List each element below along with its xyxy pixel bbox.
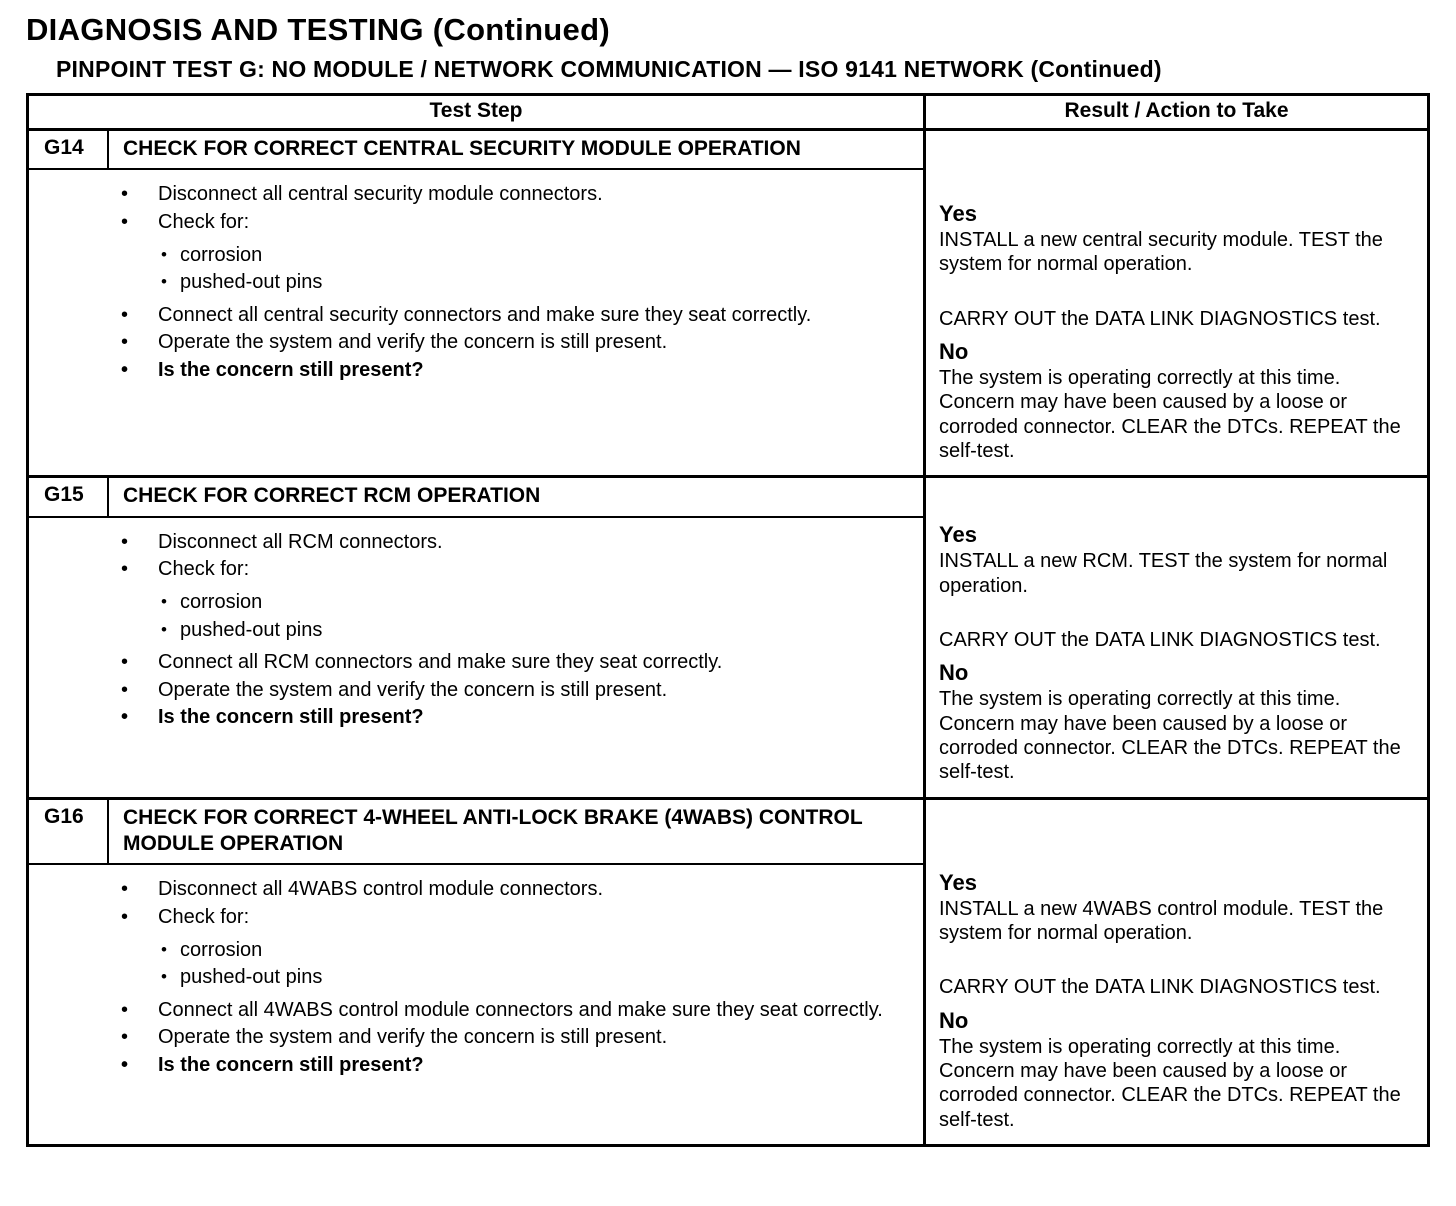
test-sub-step-item: [29, 243, 923, 267]
result-no-text: The system is operating correctly at this time. Concern may have been caused by a loose or corroded connector. CLEAR the DTCs. REPEAT the self-test.: [939, 688, 1401, 784]
result-carry-out-text: CARRY OUT the DATA LINK DIAGNOSTICS test.: [939, 307, 1381, 330]
page-title: DIAGNOSIS AND TESTING (Continued): [26, 12, 610, 47]
bullet-icon: •: [121, 678, 129, 701]
test-title-row: [29, 131, 923, 170]
test-step-text: Is the concern still present?: [158, 1053, 424, 1076]
result-no-text: The system is operating correctly at this time. Concern may have been caused by a loose or corroded connector. CLEAR the DTCs. REPEAT the self-test.: [939, 366, 1401, 462]
test-step-text: Connect all RCM connectors and make sure they seat correctly.: [158, 651, 723, 674]
test-section-g16: [29, 797, 1427, 1144]
test-step-item: [29, 182, 923, 206]
test-step-question: [29, 358, 923, 382]
test-step-item: [29, 650, 923, 674]
test-step-cell: [29, 131, 923, 475]
bullet-icon: •: [121, 530, 129, 553]
test-sub-step-item: [29, 590, 923, 614]
test-id: G14: [29, 131, 109, 168]
result-yes-label: Yes: [939, 201, 977, 226]
result-no-label: No: [939, 339, 969, 364]
result-yes-label: Yes: [939, 522, 977, 548]
result-carry-out-text: CARRY OUT the DATA LINK DIAGNOSTICS test.: [939, 629, 1381, 651]
result-cell: [923, 478, 1427, 796]
test-id: G15: [29, 478, 109, 515]
test-step-text: Check for:: [158, 558, 250, 581]
test-title: CHECK FOR CORRECT RCM OPERATION: [123, 484, 541, 508]
bullet-icon: •: [121, 331, 129, 354]
result-cell: [923, 800, 1427, 1144]
bullet-icon: •: [121, 1026, 129, 1049]
test-step-text: corrosion: [180, 591, 263, 614]
test-step-question: [29, 1053, 923, 1077]
test-step-text: Disconnect all 4WABS control module connectors.: [158, 878, 604, 901]
test-title-row: [29, 478, 923, 517]
result-cell: [923, 131, 1427, 475]
bullet-icon: •: [121, 358, 129, 381]
test-step-item: [29, 530, 923, 554]
test-step-cell: [29, 800, 923, 1144]
section-subtitle: PINPOINT TEST G: NO MODULE / NETWORK COMMUNICATION — ISO 9141 NETWORK (Continued): [56, 56, 1162, 82]
test-step-item: [29, 210, 923, 234]
test-step-text: pushed-out pins: [180, 966, 323, 989]
bullet-icon: •: [161, 592, 167, 612]
test-sub-step-item: [29, 270, 923, 294]
bullet-icon: •: [161, 967, 167, 987]
test-step-item: [29, 330, 923, 354]
test-step-text: Disconnect all central security module connectors.: [158, 183, 603, 206]
result-no-label: No: [939, 660, 969, 686]
test-step-question: [29, 705, 923, 729]
bullet-icon: •: [121, 558, 129, 581]
test-title: CHECK FOR CORRECT 4-WHEEL ANTI-LOCK BRAKE (4WABS) CONTROL MODULE OPERATION: [123, 805, 863, 856]
result-no-label: No: [939, 1007, 969, 1033]
result-yes-text: INSTALL a new central security module. TEST the system for normal operation.: [939, 228, 1383, 276]
table-header-row: [29, 96, 1427, 128]
result-yes-label: Yes: [939, 869, 977, 895]
test-title: CHECK FOR CORRECT CENTRAL SECURITY MODULE OPERATION: [123, 137, 801, 160]
test-step-text: corrosion: [180, 939, 263, 962]
column-header-test-step: Test Step: [429, 99, 523, 122]
test-step-item: [29, 877, 923, 901]
test-step-item: [29, 678, 923, 702]
result-yes-text: INSTALL a new RCM. TEST the system for normal operation.: [939, 550, 1388, 597]
test-section-g14: [29, 128, 1427, 475]
result-no-text: The system is operating correctly at this time. Concern may have been caused by a loose or corroded connector. CLEAR the DTCs. REPEAT the self-test.: [939, 1035, 1401, 1131]
test-step-text: Check for:: [158, 210, 250, 233]
test-title-row: [29, 800, 923, 866]
test-sub-step-item: [29, 938, 923, 962]
bullet-icon: •: [161, 619, 167, 639]
result-yes-text: INSTALL a new 4WABS control module. TEST the system for normal operation.: [939, 897, 1384, 944]
test-step-text: Connect all central security connectors and make sure they seat correctly.: [158, 303, 812, 326]
bullet-icon: •: [121, 998, 129, 1021]
test-step-text: Is the concern still present?: [158, 358, 424, 381]
bullet-icon: •: [121, 303, 129, 326]
bullet-icon: •: [161, 272, 167, 292]
test-step-item: [29, 1025, 923, 1049]
bullet-icon: •: [161, 245, 167, 265]
column-header-result: Result / Action to Take: [923, 96, 1427, 128]
test-step-text: Is the concern still present?: [158, 705, 424, 728]
test-step-text: Operate the system and verify the concern is still present.: [158, 1026, 668, 1049]
test-step-item: [29, 303, 923, 327]
test-section-g15: [29, 475, 1427, 796]
test-id: G16: [29, 800, 109, 864]
test-steps-list: [29, 182, 923, 382]
bullet-icon: •: [121, 1053, 129, 1076]
test-step-text: Disconnect all RCM connectors.: [158, 530, 443, 553]
test-step-text: Connect all 4WABS control module connectors and make sure they seat correctly.: [158, 998, 883, 1021]
bullet-icon: •: [121, 905, 129, 928]
test-step-item: [29, 998, 923, 1022]
bullet-icon: •: [121, 878, 129, 901]
bullet-icon: •: [121, 210, 129, 233]
bullet-icon: •: [121, 651, 129, 674]
test-step-item: [29, 905, 923, 929]
test-sub-step-item: [29, 965, 923, 989]
test-step-text: Operate the system and verify the concern is still present.: [158, 678, 668, 701]
result-carry-out-text: CARRY OUT the DATA LINK DIAGNOSTICS test.: [939, 976, 1381, 999]
test-sub-step-item: [29, 618, 923, 642]
bullet-icon: •: [161, 940, 167, 960]
test-step-text: Check for:: [158, 905, 250, 928]
test-step-text: corrosion: [180, 244, 263, 267]
test-step-text: Operate the system and verify the concern is still present.: [158, 331, 668, 354]
test-steps-list: [29, 877, 923, 1077]
test-steps-list: [29, 530, 923, 730]
test-step-text: pushed-out pins: [180, 271, 323, 294]
test-step-text: pushed-out pins: [180, 618, 323, 641]
test-step-cell: [29, 478, 923, 796]
bullet-icon: •: [121, 183, 129, 206]
test-step-item: [29, 557, 923, 581]
pinpoint-test-table: [26, 93, 1430, 1147]
bullet-icon: •: [121, 705, 129, 728]
